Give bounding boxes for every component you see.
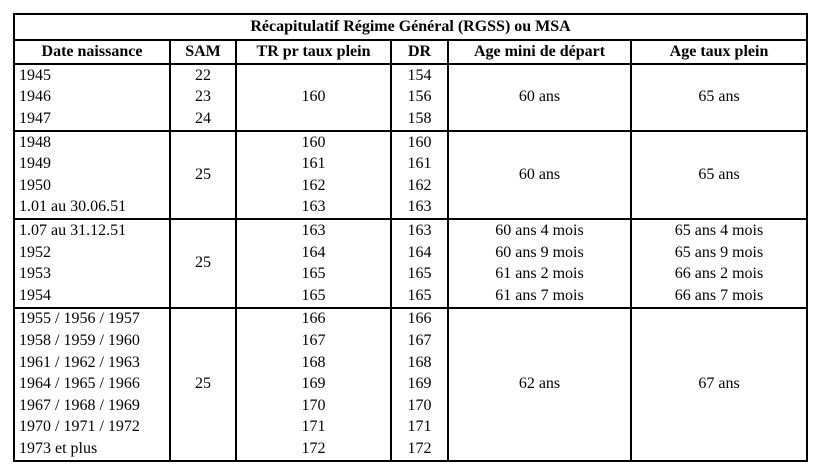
cell-sam-merged: 25 [170, 131, 236, 219]
cell-age-taux-merged: 67 ans [631, 308, 807, 461]
cell-dr: 161 [391, 153, 448, 175]
cell-dr: 171 [391, 417, 448, 439]
cell-tr: 163 [236, 197, 391, 220]
cell-date: 1950 [14, 175, 170, 197]
cell-dr: 168 [391, 352, 448, 374]
cell-sam-merged: 25 [170, 308, 236, 461]
cell-dr: 165 [391, 263, 448, 285]
cell-sam: 22 [170, 64, 236, 87]
cell-age-min-merged: 60 ans [448, 131, 631, 219]
cell-tr: 161 [236, 153, 391, 175]
cell-date: 1955 / 1956 / 1957 [14, 308, 170, 331]
table-title: Récapitulatif Régime Général (RGSS) ou MSA [14, 14, 807, 40]
cell-date: 1952 [14, 242, 170, 264]
cell-age-taux-merged: 65 ans [631, 64, 807, 131]
cell-tr: 172 [236, 438, 391, 461]
cell-date: 1964 / 1965 / 1966 [14, 373, 170, 395]
cell-dr: 167 [391, 330, 448, 352]
cell-age-min: 61 ans 7 mois [448, 285, 631, 308]
table-row [14, 285, 807, 308]
cell-age-min-merged: 62 ans [448, 308, 631, 461]
cell-date: 1961 / 1962 / 1963 [14, 352, 170, 374]
cell-dr: 169 [391, 373, 448, 395]
cell-dr: 166 [391, 308, 448, 331]
table-row [14, 242, 807, 264]
cell-date: 1947 [14, 108, 170, 131]
cell-age-min-merged: 60 ans [448, 64, 631, 131]
cell-dr: 164 [391, 242, 448, 264]
cell-date: 1958 / 1959 / 1960 [14, 330, 170, 352]
cell-dr: 160 [391, 131, 448, 154]
cell-date: 1970 / 1971 / 1972 [14, 417, 170, 439]
cell-tr: 167 [236, 330, 391, 352]
cell-date: 1946 [14, 87, 170, 109]
header-age-mini-depart: Age mini de départ [448, 40, 631, 64]
cell-age-min: 60 ans 9 mois [448, 242, 631, 264]
cell-date: 1948 [14, 131, 170, 154]
cell-sam-merged: 25 [170, 219, 236, 307]
cell-date: 1973 et plus [14, 438, 170, 461]
cell-tr: 165 [236, 263, 391, 285]
cell-dr: 162 [391, 175, 448, 197]
cell-date: 1949 [14, 153, 170, 175]
cell-age-taux: 66 ans 7 mois [631, 285, 807, 308]
cell-date: 1967 / 1968 / 1969 [14, 395, 170, 417]
cell-age-taux: 66 ans 2 mois [631, 263, 807, 285]
cell-age-taux-merged: 65 ans [631, 131, 807, 219]
cell-dr: 154 [391, 64, 448, 87]
header-date-naissance: Date naissance [14, 40, 170, 64]
recap-table [13, 13, 808, 462]
cell-tr: 169 [236, 373, 391, 395]
cell-tr: 170 [236, 395, 391, 417]
cell-dr: 163 [391, 197, 448, 220]
cell-sam: 24 [170, 108, 236, 131]
header-sam: SAM [170, 40, 236, 64]
cell-tr: 171 [236, 417, 391, 439]
cell-age-min: 61 ans 2 mois [448, 263, 631, 285]
table-row [14, 219, 807, 242]
header-dr: DR [391, 40, 448, 64]
cell-tr: 163 [236, 219, 391, 242]
table-row [14, 263, 807, 285]
cell-date: 1953 [14, 263, 170, 285]
cell-age-taux: 65 ans 9 mois [631, 242, 807, 264]
cell-tr: 168 [236, 352, 391, 374]
cell-tr: 164 [236, 242, 391, 264]
header-age-taux-plein: Age taux plein [631, 40, 807, 64]
cell-tr: 162 [236, 175, 391, 197]
header-tr-taux-plein: TR pr taux plein [236, 40, 391, 64]
cell-date: 1954 [14, 285, 170, 308]
table-row [14, 308, 807, 331]
cell-age-taux: 65 ans 4 mois [631, 219, 807, 242]
cell-date: 1945 [14, 64, 170, 87]
cell-tr: 165 [236, 285, 391, 308]
table-row [14, 64, 807, 87]
cell-dr: 158 [391, 108, 448, 131]
cell-date: 1.01 au 30.06.51 [14, 197, 170, 220]
cell-dr: 165 [391, 285, 448, 308]
cell-dr: 163 [391, 219, 448, 242]
cell-sam: 23 [170, 87, 236, 109]
cell-dr: 170 [391, 395, 448, 417]
cell-age-min: 60 ans 4 mois [448, 219, 631, 242]
cell-dr: 172 [391, 438, 448, 461]
cell-date: 1.07 au 31.12.51 [14, 219, 170, 242]
cell-tr: 166 [236, 308, 391, 331]
table-row [14, 131, 807, 154]
cell-tr: 160 [236, 131, 391, 154]
cell-tr-merged: 160 [236, 64, 391, 131]
cell-dr: 156 [391, 87, 448, 109]
